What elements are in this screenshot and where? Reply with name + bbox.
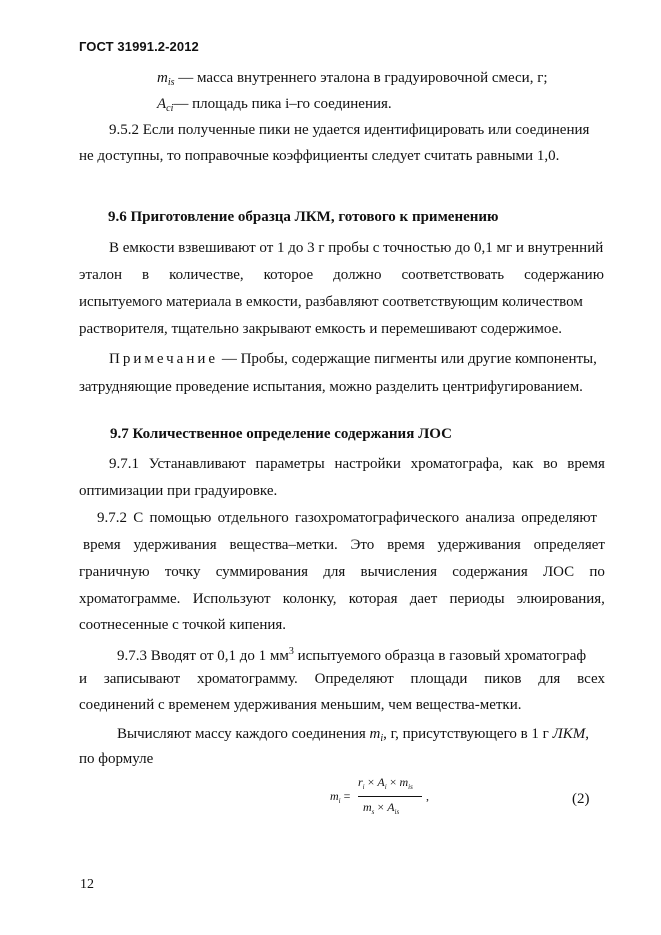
p972-line1 xyxy=(97,509,597,527)
word: по xyxy=(589,564,605,580)
calc-text-c: , xyxy=(585,726,589,742)
s96-line4: растворителя, тщательно закрывают емкость и перемешивают содержимое. xyxy=(79,321,563,337)
p973-text-a: 9.7.3 Вводят от 0,1 до 1 мм xyxy=(117,648,289,664)
word: пиков xyxy=(484,671,522,687)
word: соответствовать xyxy=(401,267,505,283)
note-text: — Пробы, содержащие пигменты или другие компоненты, xyxy=(218,351,597,367)
formula-numerator xyxy=(358,775,413,791)
p952-line2: не доступны, то поправочные коэффициенты следует считать равными 1,0. xyxy=(79,148,560,164)
lhs-m: m xyxy=(330,789,339,803)
word: параметры xyxy=(255,456,325,472)
word: граничную xyxy=(79,564,150,580)
standard-header: ГОСТ 31991.2-2012 xyxy=(79,39,199,54)
aci-text: — площадь пика i–го соединения. xyxy=(173,96,392,112)
page-number: 12 xyxy=(80,877,94,892)
word: помощью xyxy=(149,510,212,526)
s96-line1: В емкости взвешивают от 1 до 3 г пробы с точностью до 0,1 мг и внутренний xyxy=(109,240,604,256)
p972-line2 xyxy=(83,536,605,554)
p972-line3 xyxy=(79,563,605,581)
p973-line2 xyxy=(79,670,605,688)
calc-text-b: , г, присутствующего в 1 г xyxy=(383,726,553,742)
section-9-7-heading: 9.7 Количественное определение содержания ЛОС xyxy=(110,426,452,442)
word: хроматограмму. xyxy=(197,671,298,687)
num-a: A xyxy=(377,775,385,789)
mis-symbol: m xyxy=(157,70,168,86)
word: время xyxy=(387,537,425,553)
times-sign: × xyxy=(364,775,378,789)
word: 9.7.1 xyxy=(109,456,139,472)
aci-symbol: A xyxy=(157,96,167,112)
num-r-sub: i xyxy=(362,783,365,791)
word: в xyxy=(141,267,150,283)
times-sign: × xyxy=(374,800,388,814)
word: определяют xyxy=(521,510,597,526)
word: элюирования, xyxy=(516,591,605,607)
times-sign: × xyxy=(386,775,400,789)
word: как xyxy=(512,456,534,472)
word: определяет xyxy=(533,537,605,553)
word: Устанавливают xyxy=(148,456,246,472)
calc-lkm: ЛКМ xyxy=(552,726,586,742)
word: настройки xyxy=(334,456,401,472)
word: эталон xyxy=(79,267,122,283)
num-m: m xyxy=(399,775,409,789)
word: которая xyxy=(348,591,398,607)
p972-line5: соотнесенные с точкой кипения. xyxy=(79,617,287,633)
word: колонку, xyxy=(282,591,337,607)
definition-aci xyxy=(157,95,392,118)
word: время xyxy=(567,456,605,472)
word: количестве, xyxy=(169,267,244,283)
word: удерживания xyxy=(133,537,217,553)
section-9-6-heading: 9.6 Приготовление образца ЛКМ, готового к применению xyxy=(108,209,499,225)
calc-line2: по формуле xyxy=(79,751,154,767)
num-m-sub: is xyxy=(408,783,413,791)
formula-2 xyxy=(330,775,440,825)
word: время xyxy=(83,537,121,553)
word: Используют xyxy=(192,591,271,607)
word: хроматограмме. xyxy=(79,591,181,607)
num-a-sub: i xyxy=(384,783,387,791)
word: записывают xyxy=(103,671,181,687)
calc-text-a: Вычисляют массу каждого соединения xyxy=(117,726,370,742)
word: для xyxy=(323,564,346,580)
word: периоды xyxy=(449,591,505,607)
s96-line2 xyxy=(79,266,604,284)
word: вещества–метки. xyxy=(229,537,338,553)
word: точку xyxy=(164,564,201,580)
word: вычисления xyxy=(360,564,437,580)
p952-line1: 9.5.2 Если полученные пики не удается идентифицировать или соединения xyxy=(109,122,590,138)
word: должно xyxy=(333,267,382,283)
word: содержанию xyxy=(524,267,604,283)
note-line2: затрудняющие проведение испытания, можно разделить центрифугированием. xyxy=(79,379,583,395)
calc-var-subscript: i xyxy=(380,733,384,744)
word: дает xyxy=(409,591,438,607)
p973-text-b: испытуемого образца в газовый хроматограф xyxy=(293,648,587,664)
word: площади xyxy=(410,671,468,687)
word: содержания xyxy=(452,564,528,580)
word: хроматографа, xyxy=(410,456,503,472)
p973-superscript: 3 xyxy=(288,646,294,657)
word: отдельного xyxy=(217,510,289,526)
word: для xyxy=(538,671,561,687)
calc-line1 xyxy=(117,725,589,748)
word: удерживания xyxy=(437,537,521,553)
formula-comma: , xyxy=(426,789,429,803)
equals-sign: = xyxy=(340,789,351,803)
p971-line2: оптимизации при градуировке. xyxy=(79,483,278,499)
mis-text: — масса внутреннего эталона в градуировочной смеси, г; xyxy=(174,70,548,86)
word: газохроматографического xyxy=(295,510,460,526)
word: Это xyxy=(350,537,375,553)
aci-subscript: ci xyxy=(166,103,174,114)
equation-number: (2) xyxy=(572,791,590,807)
word: и xyxy=(79,671,88,687)
den-a-sub: is xyxy=(394,808,400,816)
word: всех xyxy=(577,671,605,687)
formula-lhs xyxy=(330,789,350,805)
word: которое xyxy=(263,267,314,283)
fraction-bar xyxy=(358,796,422,797)
p973-line1 xyxy=(117,643,586,665)
den-m-sub: s xyxy=(371,808,375,816)
den-m: m xyxy=(363,800,372,814)
s96-line3: испытуемого материала в емкости, разбавляют соответствующим количеством xyxy=(79,294,583,310)
word: ЛОС xyxy=(542,564,575,580)
word: 9.7.2 xyxy=(97,510,127,526)
definition-mis xyxy=(157,69,548,92)
word: С xyxy=(133,510,144,526)
word: суммирования xyxy=(215,564,308,580)
num-r: r xyxy=(358,775,363,789)
note-label: Примечание xyxy=(109,351,219,367)
note-line1 xyxy=(109,350,597,368)
mis-subscript: is xyxy=(167,77,175,88)
word: Определяют xyxy=(314,671,394,687)
p971-line1 xyxy=(109,455,605,473)
den-a: A xyxy=(387,800,395,814)
lhs-sub: i xyxy=(338,797,341,805)
calc-var: m xyxy=(369,726,381,742)
p973-line3: соединений с временем удерживания меньшим, чем вещества-метки. xyxy=(79,697,522,713)
p972-line4 xyxy=(79,590,605,608)
word: анализа xyxy=(465,510,515,526)
word: во xyxy=(543,456,558,472)
formula-denominator xyxy=(363,800,399,816)
